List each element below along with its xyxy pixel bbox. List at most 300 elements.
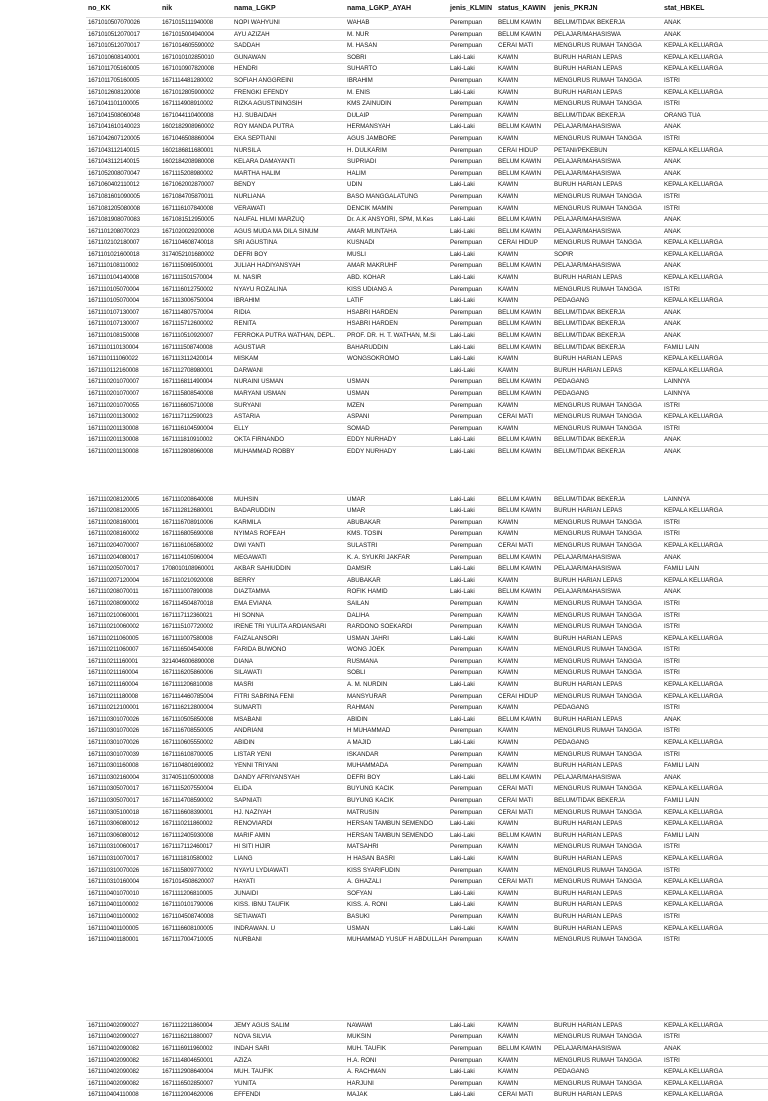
cell-stat-hbkel: ANAK: [662, 587, 768, 599]
cell-no-kk: 1671110110130004: [86, 342, 160, 354]
cell-jenis-klmin: Perempuan: [448, 261, 496, 273]
cell-no-kk: 1671110201130008: [86, 423, 160, 435]
cell-no-kk: 1671110402090082: [86, 1055, 160, 1067]
cell-jenis-pkrjn: BURUH HARIAN LEPAS: [552, 714, 662, 726]
cell-status-kawin: CERAI MATI: [496, 1090, 552, 1101]
table-row: [86, 296, 768, 308]
cell-nama-lgkp-ayah: BASO MANGGALATUNG: [345, 191, 448, 203]
cell-stat-hbkel: KEPALA KELUARGA: [662, 819, 768, 831]
cell-nama-lgkp-ayah: MZEN: [345, 400, 448, 412]
cell-jenis-klmin: Laki-Laki: [448, 64, 496, 76]
cell-jenis-klmin: Perempuan: [448, 911, 496, 923]
cell-no-kk: 1671110310060017: [86, 842, 160, 854]
cell-status-kawin: BELUM KAWIN: [496, 319, 552, 331]
cell-nama-lgkp-ayah: SUHARTO: [345, 64, 448, 76]
cell-jenis-pkrjn: PELAJAR/MAHASISWA: [552, 29, 662, 41]
cell-stat-hbkel: KEPALA KELUARGA: [662, 1067, 768, 1079]
cell-jenis-pkrjn: MENGURUS RUMAH TANGGA: [552, 726, 662, 738]
table-row: [86, 1078, 768, 1090]
cell-stat-hbkel: KEPALA KELUARGA: [662, 506, 768, 518]
cell-jenis-klmin: Perempuan: [448, 99, 496, 111]
cell-jenis-pkrjn: PELAJAR/MAHASISWA: [552, 587, 662, 599]
cell-nama-lgkp: ROY MANDA PUTRA: [232, 122, 345, 134]
cell-nama-lgkp-ayah: HALIM: [345, 168, 448, 180]
table-row: [86, 598, 768, 610]
cell-nama-lgkp: HJ. NAZIYAH: [232, 807, 345, 819]
table-row: [86, 307, 768, 319]
cell-jenis-klmin: Laki-Laki: [448, 772, 496, 784]
cell-nama-lgkp-ayah: SAILAN: [345, 598, 448, 610]
cell-stat-hbkel: KEPALA KELUARGA: [662, 923, 768, 935]
cell-jenis-klmin: Perempuan: [448, 703, 496, 715]
cell-stat-hbkel: ANAK: [662, 261, 768, 273]
cell-nama-lgkp: DEFRI BOY: [232, 249, 345, 261]
cell-nama-lgkp: FARIDA BUWONO: [232, 645, 345, 657]
cell-stat-hbkel: ISTRI: [662, 865, 768, 877]
cell-status-kawin: CERAI MATI: [496, 784, 552, 796]
table-row: [86, 75, 768, 87]
cell-status-kawin: BELUM KAWIN: [496, 226, 552, 238]
cell-nama-lgkp-ayah: USMAN: [345, 377, 448, 389]
cell-jenis-pkrjn: PEDAGANG: [552, 738, 662, 750]
cell-nik: 1671110210920008: [160, 575, 232, 587]
cell-nama-lgkp-ayah: [345, 365, 448, 377]
cell-status-kawin: CERAI MATI: [496, 796, 552, 808]
cell-jenis-pkrjn: BELUM/TIDAK BEKERJA: [552, 342, 662, 354]
cell-nama-lgkp: FITRI SABRINA FENI: [232, 691, 345, 703]
cell-stat-hbkel: ANAK: [662, 772, 768, 784]
cell-nama-lgkp-ayah: MUH. TAUFIK: [345, 1043, 448, 1055]
cell-nik: 1671015111940008: [160, 18, 232, 30]
cell-stat-hbkel: ISTRI: [662, 598, 768, 610]
cell-stat-hbkel: ANAK: [662, 331, 768, 343]
cell-nik: 1671110208640008: [160, 494, 232, 506]
table-row: [86, 122, 768, 134]
cell-nama-lgkp: ABIDIN: [232, 738, 345, 750]
cell-no-kk: 1671110211160004: [86, 680, 160, 692]
table-row: [86, 517, 768, 529]
table-row: [86, 772, 768, 784]
cell-status-kawin: KAWIN: [496, 203, 552, 215]
cell-no-kk: 1671110201130008: [86, 435, 160, 447]
cell-no-kk: 1671110404110008: [86, 1090, 160, 1101]
cell-stat-hbkel: FAMILI LAIN: [662, 342, 768, 354]
table-row: [86, 564, 768, 576]
cell-nik: 1671116911960002: [160, 1043, 232, 1055]
table-row: [86, 365, 768, 377]
cell-nama-lgkp: MUH. TAUFIK: [232, 1067, 345, 1079]
cell-jenis-klmin: Perempuan: [448, 668, 496, 680]
cell-jenis-klmin: Perempuan: [448, 389, 496, 401]
cell-nik: 1671114460785004: [160, 691, 232, 703]
cell-nama-lgkp: NURAINI USMAN: [232, 377, 345, 389]
table-row: [86, 133, 768, 145]
cell-status-kawin: BELUM KAWIN: [496, 714, 552, 726]
cell-jenis-klmin: Perempuan: [448, 1055, 496, 1067]
cell-nik: 1602186811680001: [160, 145, 232, 157]
cell-jenis-klmin: Perempuan: [448, 865, 496, 877]
cell-jenis-pkrjn: BURUH HARIAN LEPAS: [552, 680, 662, 692]
cell-stat-hbkel: ANAK: [662, 307, 768, 319]
cell-nama-lgkp-ayah: KUSNADI: [345, 238, 448, 250]
cell-nama-lgkp-ayah: H HASAN BASRI: [345, 853, 448, 865]
table-row: [86, 888, 768, 900]
cell-stat-hbkel: ISTRI: [662, 656, 768, 668]
cell-status-kawin: KAWIN: [496, 517, 552, 529]
cell-no-kk: 1671110301070026: [86, 714, 160, 726]
cell-nik: 1671113112420014: [160, 354, 232, 366]
cell-nik: 1671010907820008: [160, 64, 232, 76]
cell-no-kk: 1671110306080012: [86, 830, 160, 842]
table-row: [86, 52, 768, 64]
table-row: [86, 842, 768, 854]
cell-no-kk: 1671010512070017: [86, 29, 160, 41]
cell-nama-lgkp-ayah: A. GHAZALI: [345, 877, 448, 889]
cell-nama-lgkp: MISKAM: [232, 354, 345, 366]
cell-nama-lgkp-ayah: KISS SYARIFUDIN: [345, 865, 448, 877]
cell-jenis-klmin: Perempuan: [448, 529, 496, 541]
cell-nik: 1671112708980001: [160, 365, 232, 377]
cell-nama-lgkp: SILAWATI: [232, 668, 345, 680]
cell-nik: 1671115107720002: [160, 622, 232, 634]
cell-no-kk: 1671110401100005: [86, 923, 160, 935]
cell-jenis-klmin: Perempuan: [448, 935, 496, 946]
cell-nama-lgkp: BADARUDDIN: [232, 506, 345, 518]
cell-nama-lgkp: VERAWATI: [232, 203, 345, 215]
cell-status-kawin: BELUM KAWIN: [496, 435, 552, 447]
cell-nama-lgkp-ayah: SOBLI: [345, 668, 448, 680]
cell-stat-hbkel: ISTRI: [662, 749, 768, 761]
cell-jenis-pkrjn: MENGURUS RUMAH TANGGA: [552, 203, 662, 215]
cell-jenis-pkrjn: BURUH HARIAN LEPAS: [552, 1090, 662, 1101]
cell-stat-hbkel: ISTRI: [662, 622, 768, 634]
cell-nik: 1671081512950005: [160, 215, 232, 227]
cell-nama-lgkp: SAPNIATI: [232, 796, 345, 808]
cell-jenis-pkrjn: MENGURUS RUMAH TANGGA: [552, 400, 662, 412]
cell-status-kawin: KAWIN: [496, 645, 552, 657]
cell-status-kawin: KAWIN: [496, 888, 552, 900]
cell-status-kawin: KAWIN: [496, 529, 552, 541]
cell-nik: 1671116608100005: [160, 923, 232, 935]
table-row: [86, 749, 768, 761]
cell-nama-lgkp-ayah: A. RACHMAN: [345, 1067, 448, 1079]
cell-stat-hbkel: LAINNYA: [662, 377, 768, 389]
cell-no-kk: 1671041508060048: [86, 110, 160, 122]
cell-jenis-pkrjn: MENGURUS RUMAH TANGGA: [552, 238, 662, 250]
cell-jenis-pkrjn: MENGURUS RUMAH TANGGA: [552, 99, 662, 111]
cell-nama-lgkp: ASTARIA: [232, 412, 345, 424]
table-row: [86, 645, 768, 657]
cell-status-kawin: KAWIN: [496, 738, 552, 750]
cell-stat-hbkel: ISTRI: [662, 1032, 768, 1044]
cell-stat-hbkel: KEPALA KELUARGA: [662, 41, 768, 53]
cell-status-kawin: KAWIN: [496, 726, 552, 738]
cell-stat-hbkel: KEPALA KELUARGA: [662, 784, 768, 796]
header-row: [86, 0, 768, 18]
cell-stat-hbkel: KEPALA KELUARGA: [662, 354, 768, 366]
cell-stat-hbkel: KEPALA KELUARGA: [662, 575, 768, 587]
cell-nik: 1671116012750002: [160, 284, 232, 296]
cell-stat-hbkel: ANAK: [662, 18, 768, 30]
cell-nama-lgkp-ayah: UMAR: [345, 494, 448, 506]
cell-nama-lgkp-ayah: KMS ZAINUDIN: [345, 99, 448, 111]
cell-no-kk: 1671110201070055: [86, 400, 160, 412]
cell-status-kawin: KAWIN: [496, 923, 552, 935]
cell-nama-lgkp-ayah: M. NUR: [345, 29, 448, 41]
cell-jenis-klmin: Perempuan: [448, 691, 496, 703]
cell-jenis-pkrjn: MENGURUS RUMAH TANGGA: [552, 645, 662, 657]
cell-stat-hbkel: ISTRI: [662, 203, 768, 215]
cell-nama-lgkp: AKBAR SAHIUDDIN: [232, 564, 345, 576]
cell-nama-lgkp-ayah: IBRAHIM: [345, 75, 448, 87]
cell-nama-lgkp-ayah: BASUKI: [345, 911, 448, 923]
cell-status-kawin: BELUM KAWIN: [496, 564, 552, 576]
cell-no-kk: 1671110401070010: [86, 888, 160, 900]
cell-status-kawin: KAWIN: [496, 703, 552, 715]
cell-nik: 1671110211860002: [160, 819, 232, 831]
cell-status-kawin: CERAI MATI: [496, 412, 552, 424]
cell-jenis-klmin: Perempuan: [448, 41, 496, 53]
cell-jenis-klmin: Perempuan: [448, 842, 496, 854]
cell-jenis-klmin: Perempuan: [448, 784, 496, 796]
cell-nama-lgkp-ayah: HSABRI HARDEN: [345, 307, 448, 319]
cell-nama-lgkp: SADDAH: [232, 41, 345, 53]
cell-jenis-klmin: Perempuan: [448, 284, 496, 296]
cell-nik: 1671104608740018: [160, 238, 232, 250]
table-row: [86, 215, 768, 227]
cell-nama-lgkp: EKA SEPTIANI: [232, 133, 345, 145]
cell-nama-lgkp: SUMARTI: [232, 703, 345, 715]
cell-jenis-klmin: Laki-Laki: [448, 1020, 496, 1032]
cell-stat-hbkel: ANAK: [662, 1043, 768, 1055]
cell-stat-hbkel: KEPALA KELUARGA: [662, 1090, 768, 1101]
cell-no-kk: 1671110401180001: [86, 935, 160, 946]
cell-no-kk: 1671052008070047: [86, 168, 160, 180]
cell-status-kawin: KAWIN: [496, 64, 552, 76]
cell-jenis-klmin: Perempuan: [448, 377, 496, 389]
cell-jenis-pkrjn: BURUH HARIAN LEPAS: [552, 819, 662, 831]
table-row: [86, 691, 768, 703]
cell-stat-hbkel: KEPALA KELUARGA: [662, 738, 768, 750]
cell-nama-lgkp-ayah: WONG JOEK: [345, 645, 448, 657]
table-row: [86, 819, 768, 831]
cell-jenis-klmin: Perempuan: [448, 796, 496, 808]
cell-stat-hbkel: LAINNYA: [662, 494, 768, 506]
cell-jenis-klmin: Laki-Laki: [448, 354, 496, 366]
cell-nama-lgkp: NYAYU LYDIAWATI: [232, 865, 345, 877]
cell-stat-hbkel: KEPALA KELUARGA: [662, 365, 768, 377]
cell-status-kawin: KAWIN: [496, 273, 552, 285]
cell-nik: 1671114105960004: [160, 552, 232, 564]
cell-jenis-pkrjn: PELAJAR/MAHASISWA: [552, 772, 662, 784]
cell-nama-lgkp-ayah: WONGSOKROMO: [345, 354, 448, 366]
cell-jenis-pkrjn: MENGURUS RUMAH TANGGA: [552, 622, 662, 634]
table-row: [86, 830, 768, 842]
cell-stat-hbkel: ISTRI: [662, 645, 768, 657]
table-row: [86, 900, 768, 912]
cell-nama-lgkp: NOVA SILVIA: [232, 1032, 345, 1044]
cell-nama-lgkp-ayah: MATSAHRI: [345, 842, 448, 854]
cell-stat-hbkel: ANAK: [662, 446, 768, 457]
cell-nik: 1671116708550005: [160, 726, 232, 738]
table-row: [86, 319, 768, 331]
column-header: jenis_PKRJN: [554, 5, 598, 12]
cell-nik: 1671116108700005: [160, 749, 232, 761]
cell-nama-lgkp-ayah: KISS. A. RONI: [345, 900, 448, 912]
cell-no-kk: 1671110305070017: [86, 796, 160, 808]
cell-jenis-pkrjn: BELUM/TIDAK BEKERJA: [552, 307, 662, 319]
cell-stat-hbkel: ANAK: [662, 157, 768, 169]
table-row: [86, 853, 768, 865]
cell-jenis-klmin: Laki-Laki: [448, 633, 496, 645]
cell-nik: 1671114807570004: [160, 307, 232, 319]
cell-no-kk: 1671101208070023: [86, 226, 160, 238]
cell-status-kawin: BELUM KAWIN: [496, 18, 552, 30]
cell-nama-lgkp: MSABANI: [232, 714, 345, 726]
cell-jenis-klmin: Laki-Laki: [448, 506, 496, 518]
cell-jenis-klmin: Laki-Laki: [448, 738, 496, 750]
cell-jenis-klmin: Perempuan: [448, 610, 496, 622]
cell-no-kk: 1671043112140015: [86, 145, 160, 157]
cell-status-kawin: KAWIN: [496, 749, 552, 761]
cell-status-kawin: KAWIN: [496, 656, 552, 668]
cell-jenis-pkrjn: MENGURUS RUMAH TANGGA: [552, 610, 662, 622]
cell-status-kawin: KAWIN: [496, 284, 552, 296]
cell-nama-lgkp: IRENE TRI YULITA ARDIANSARI: [232, 622, 345, 634]
cell-nama-lgkp: HENDRI: [232, 64, 345, 76]
cell-jenis-klmin: Laki-Laki: [448, 249, 496, 261]
cell-status-kawin: KAWIN: [496, 842, 552, 854]
table-row: [86, 633, 768, 645]
cell-jenis-klmin: Laki-Laki: [448, 494, 496, 506]
cell-nama-lgkp-ayah: MANSYURAR: [345, 691, 448, 703]
cell-nama-lgkp: RIZKA AGUSTININGSIH: [232, 99, 345, 111]
cell-status-kawin: KAWIN: [496, 680, 552, 692]
table-row: [86, 807, 768, 819]
cell-nik: 1671112808960008: [160, 446, 232, 457]
column-header: nik: [162, 5, 173, 12]
cell-nama-lgkp: YENNI TRIYANI: [232, 761, 345, 773]
cell-nama-lgkp-ayah: MUKSIN: [345, 1032, 448, 1044]
cell-stat-hbkel: FAMILI LAIN: [662, 796, 768, 808]
cell-nama-lgkp-ayah: NAWAWI: [345, 1020, 448, 1032]
cell-jenis-pkrjn: MENGURUS RUMAH TANGGA: [552, 41, 662, 53]
cell-no-kk: 1671110204070007: [86, 540, 160, 552]
cell-nama-lgkp-ayah: DALIHA: [345, 610, 448, 622]
cell-no-kk: 1671110211060005: [86, 633, 160, 645]
cell-status-kawin: KAWIN: [496, 819, 552, 831]
cell-nik: 1671116605710008: [160, 400, 232, 412]
cell-jenis-pkrjn: BURUH HARIAN LEPAS: [552, 830, 662, 842]
cell-nik: 1671113006750004: [160, 296, 232, 308]
cell-no-kk: 1671011705160005: [86, 75, 160, 87]
cell-no-kk: 1671110301160008: [86, 761, 160, 773]
cell-no-kk: 1671110108150008: [86, 331, 160, 343]
cell-nik: 1671117112590023: [160, 412, 232, 424]
table-row: [86, 668, 768, 680]
cell-nama-lgkp: GUNAWAN: [232, 52, 345, 64]
cell-nama-lgkp: DWI YANTI: [232, 540, 345, 552]
cell-nama-lgkp-ayah: DULAIP: [345, 110, 448, 122]
table-row: [86, 249, 768, 261]
cell-status-kawin: BELUM KAWIN: [496, 389, 552, 401]
cell-jenis-pkrjn: MENGURUS RUMAH TANGGA: [552, 75, 662, 87]
cell-nama-lgkp: MARTHA HALIM: [232, 168, 345, 180]
cell-stat-hbkel: FAMILI LAIN: [662, 830, 768, 842]
cell-nama-lgkp-ayah: ABIDIN: [345, 714, 448, 726]
cell-status-kawin: BELUM KAWIN: [496, 587, 552, 599]
cell-jenis-klmin: Laki-Laki: [448, 87, 496, 99]
cell-nama-lgkp: FERROKA PUTRA WATHAN, DEPL.: [232, 331, 345, 343]
cell-status-kawin: CERAI MATI: [496, 807, 552, 819]
cell-jenis-klmin: Laki-Laki: [448, 853, 496, 865]
cell-jenis-klmin: Perempuan: [448, 1032, 496, 1044]
cell-nama-lgkp-ayah: LATIF: [345, 296, 448, 308]
cell-nama-lgkp-ayah: MUHAMMAD YUSUF H ABDULLAH: [345, 935, 448, 946]
table-row: [86, 18, 768, 30]
cell-status-kawin: KAWIN: [496, 935, 552, 946]
cell-stat-hbkel: ISTRI: [662, 668, 768, 680]
cell-nama-lgkp-ayah: RARDONO SOEKARDI: [345, 622, 448, 634]
cell-jenis-pkrjn: BELUM/TIDAK BEKERJA: [552, 796, 662, 808]
cell-no-kk: 1671110211060007: [86, 645, 160, 657]
cell-status-kawin: CERAI MATI: [496, 540, 552, 552]
cell-jenis-klmin: Perempuan: [448, 238, 496, 250]
cell-no-kk: 1671110402090027: [86, 1020, 160, 1032]
cell-nik: 1671111810910002: [160, 435, 232, 447]
cell-status-kawin: KAWIN: [496, 99, 552, 111]
cell-nama-lgkp-ayah: M. ENIS: [345, 87, 448, 99]
cell-stat-hbkel: ANAK: [662, 319, 768, 331]
cell-jenis-klmin: Laki-Laki: [448, 1067, 496, 1079]
cell-nama-lgkp-ayah: ABUBAKAR: [345, 575, 448, 587]
cell-nik: 1671116205860006: [160, 668, 232, 680]
cell-jenis-pkrjn: PELAJAR/MAHASISWA: [552, 122, 662, 134]
cell-jenis-pkrjn: MENGURUS RUMAH TANGGA: [552, 865, 662, 877]
separator-cell: [86, 458, 768, 495]
cell-no-kk: 1671110305070017: [86, 784, 160, 796]
cell-nama-lgkp-ayah: HERMANSYAH: [345, 122, 448, 134]
cell-nama-lgkp-ayah: USMAN: [345, 389, 448, 401]
cell-nama-lgkp-ayah: A. M. NURDIN: [345, 680, 448, 692]
cell-stat-hbkel: KEPALA KELUARGA: [662, 680, 768, 692]
cell-jenis-klmin: Perempuan: [448, 645, 496, 657]
cell-nama-lgkp: MASRI: [232, 680, 345, 692]
cell-jenis-klmin: Laki-Laki: [448, 830, 496, 842]
cell-no-kk: 1671110306080012: [86, 819, 160, 831]
cell-status-kawin: BELUM KAWIN: [496, 307, 552, 319]
cell-jenis-pkrjn: MENGURUS RUMAH TANGGA: [552, 656, 662, 668]
cell-stat-hbkel: ISTRI: [662, 703, 768, 715]
cell-status-kawin: BELUM KAWIN: [496, 494, 552, 506]
cell-nama-lgkp-ayah: DEFRI BOY: [345, 772, 448, 784]
cell-jenis-klmin: Perempuan: [448, 18, 496, 30]
cell-jenis-pkrjn: BURUH HARIAN LEPAS: [552, 52, 662, 64]
cell-jenis-klmin: Perempuan: [448, 1078, 496, 1090]
cell-no-kk: 1671110211160004: [86, 668, 160, 680]
cell-jenis-klmin: Laki-Laki: [448, 273, 496, 285]
cell-jenis-klmin: Laki-Laki: [448, 342, 496, 354]
cell-stat-hbkel: ISTRI: [662, 911, 768, 923]
cell-jenis-klmin: Perempuan: [448, 168, 496, 180]
cell-status-kawin: BELUM KAWIN: [496, 342, 552, 354]
data-table: [86, 0, 768, 1101]
table-row: [86, 354, 768, 366]
cell-no-kk: 1671110305100018: [86, 807, 160, 819]
cell-jenis-klmin: Laki-Laki: [448, 564, 496, 576]
cell-no-kk: 1671102102180007: [86, 238, 160, 250]
cell-nama-lgkp: INDAH SARI: [232, 1043, 345, 1055]
